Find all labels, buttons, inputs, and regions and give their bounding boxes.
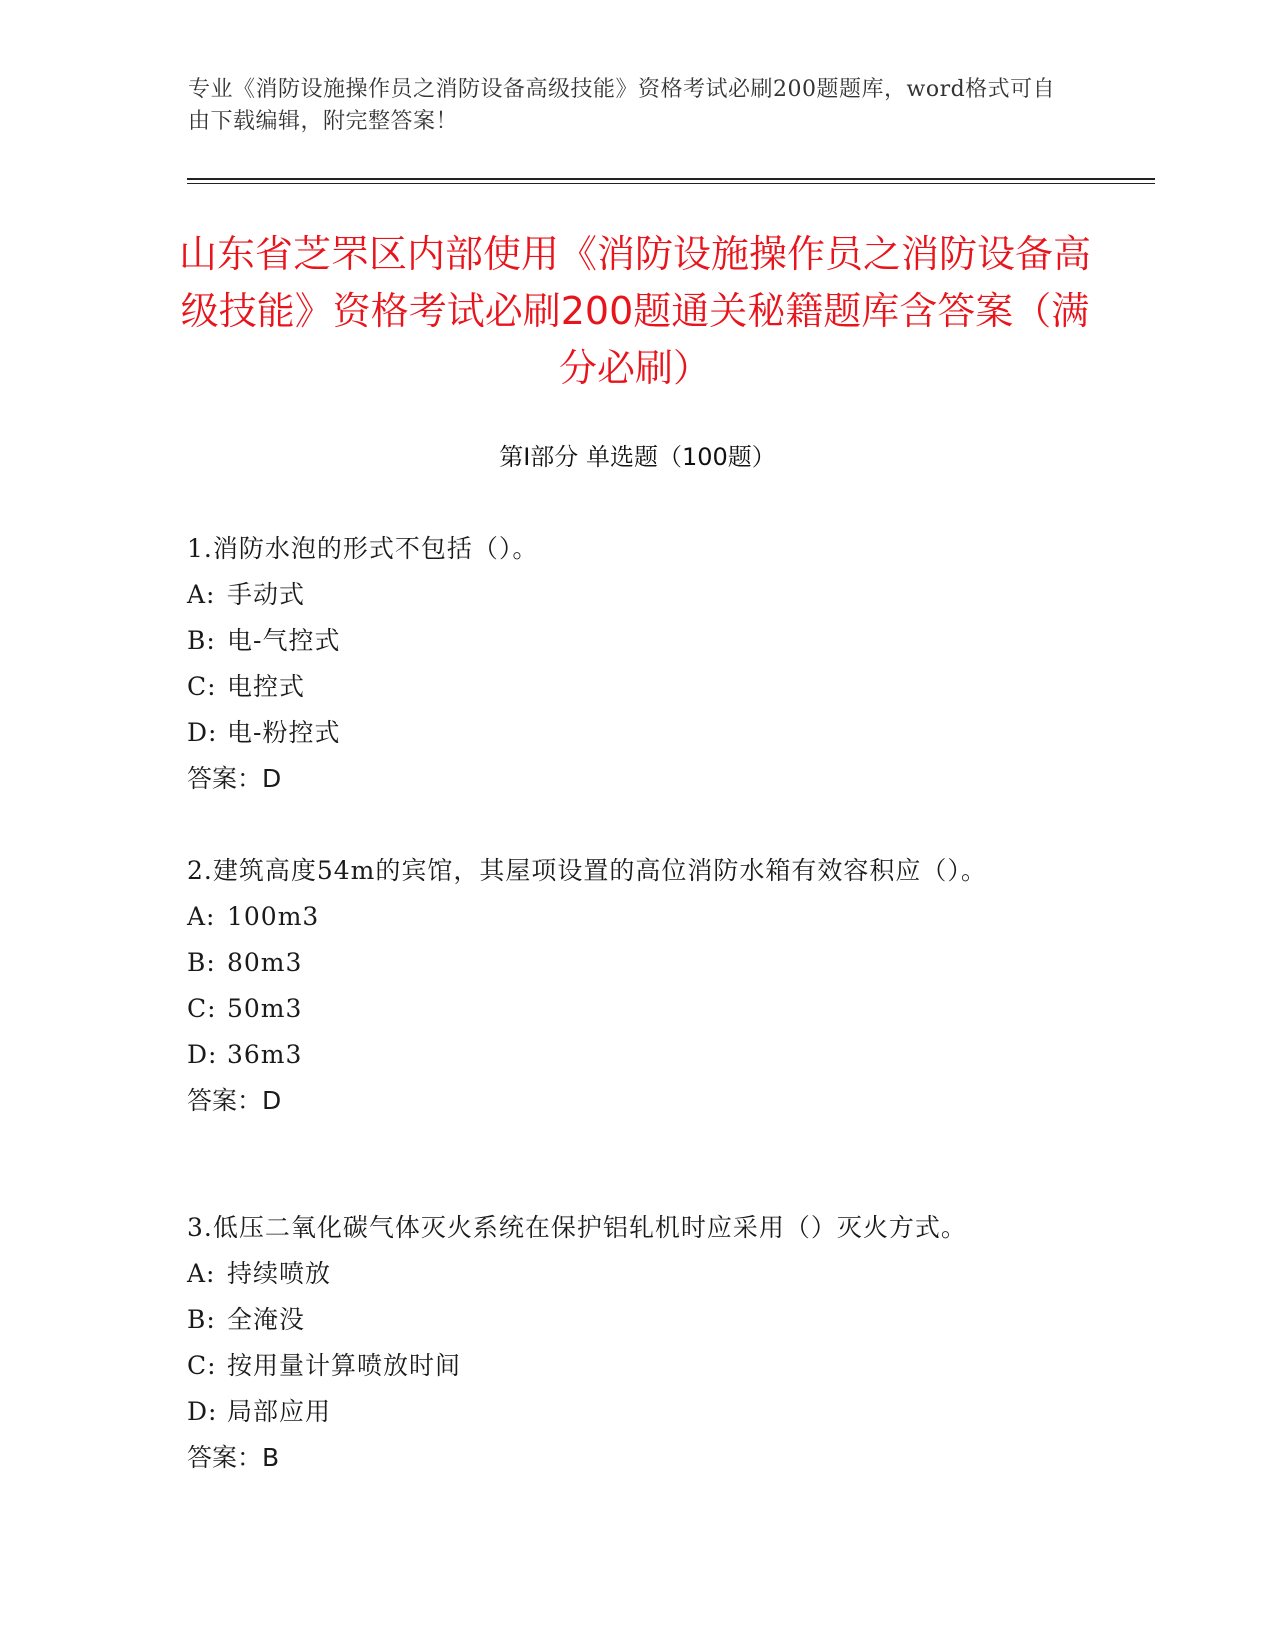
document-title: 山东省芝罘区内部使用《消防设施操作员之消防设备高级技能》资格考试必刷200题通关秘籍题库含答案（满分必刷） bbox=[178, 232, 1091, 390]
option-letter: B: bbox=[187, 948, 216, 977]
option-letter: C: bbox=[187, 1351, 217, 1380]
option-text: 电-气控式 bbox=[227, 626, 341, 655]
option-a bbox=[187, 894, 1067, 940]
option-c bbox=[187, 664, 1067, 710]
question-stem: 1.消防水泡的形式不包括（）。 bbox=[187, 534, 539, 563]
option-c bbox=[187, 986, 1067, 1032]
option-text: 按用量计算喷放时间 bbox=[227, 1351, 462, 1380]
option-b bbox=[187, 940, 1067, 986]
option-text: 50m3 bbox=[227, 994, 303, 1023]
section-heading: 第Ⅰ部分 单选题（100题） bbox=[499, 443, 776, 471]
option-letter: D: bbox=[187, 1397, 218, 1426]
option-letter: B: bbox=[187, 1305, 216, 1334]
option-letter: A: bbox=[187, 902, 216, 931]
option-d bbox=[187, 1389, 1067, 1435]
header-divider-thin bbox=[187, 183, 1155, 184]
option-a bbox=[187, 1251, 1067, 1297]
header-note: 专业《消防设施操作员之消防设备高级技能》资格考试必刷200题题库，word格式可自由下载编辑，附完整答案！ bbox=[188, 77, 1056, 134]
option-b bbox=[187, 1297, 1067, 1343]
option-letter: B: bbox=[187, 626, 216, 655]
option-letter: A: bbox=[187, 580, 216, 609]
option-b bbox=[187, 618, 1067, 664]
option-d bbox=[187, 1032, 1067, 1078]
question-3 bbox=[187, 1205, 1067, 1481]
option-letter: C: bbox=[187, 994, 217, 1023]
question-stem: 3.低压二氧化碳气体灭火系统在保护铝轧机时应采用（）灭火方式。 bbox=[187, 1213, 967, 1242]
option-a bbox=[187, 572, 1067, 618]
option-text: 电-粉控式 bbox=[227, 718, 341, 747]
question-stem: 2.建筑高度54m的宾馆，其屋项设置的高位消防水箱有效容积应（）。 bbox=[187, 856, 987, 885]
option-letter: D: bbox=[187, 1040, 218, 1069]
answer-line: 答案：D bbox=[187, 1086, 282, 1115]
option-letter: D: bbox=[187, 718, 218, 747]
option-text: 局部应用 bbox=[227, 1397, 332, 1426]
option-text: 手动式 bbox=[227, 580, 306, 609]
option-d bbox=[187, 710, 1067, 756]
option-text: 36m3 bbox=[227, 1040, 303, 1069]
answer-line: 答案：D bbox=[187, 764, 282, 793]
option-c bbox=[187, 1343, 1067, 1389]
option-letter: C: bbox=[187, 672, 217, 701]
answer-line: 答案：B bbox=[187, 1443, 280, 1472]
option-text: 100m3 bbox=[227, 902, 320, 931]
option-letter: A: bbox=[187, 1259, 216, 1288]
question-2 bbox=[187, 848, 1067, 1124]
question-1 bbox=[187, 526, 1067, 802]
option-text: 持续喷放 bbox=[227, 1259, 332, 1288]
option-text: 电控式 bbox=[227, 672, 306, 701]
option-text: 80m3 bbox=[227, 948, 303, 977]
option-text: 全淹没 bbox=[227, 1305, 306, 1334]
header-divider-thick bbox=[187, 178, 1155, 180]
